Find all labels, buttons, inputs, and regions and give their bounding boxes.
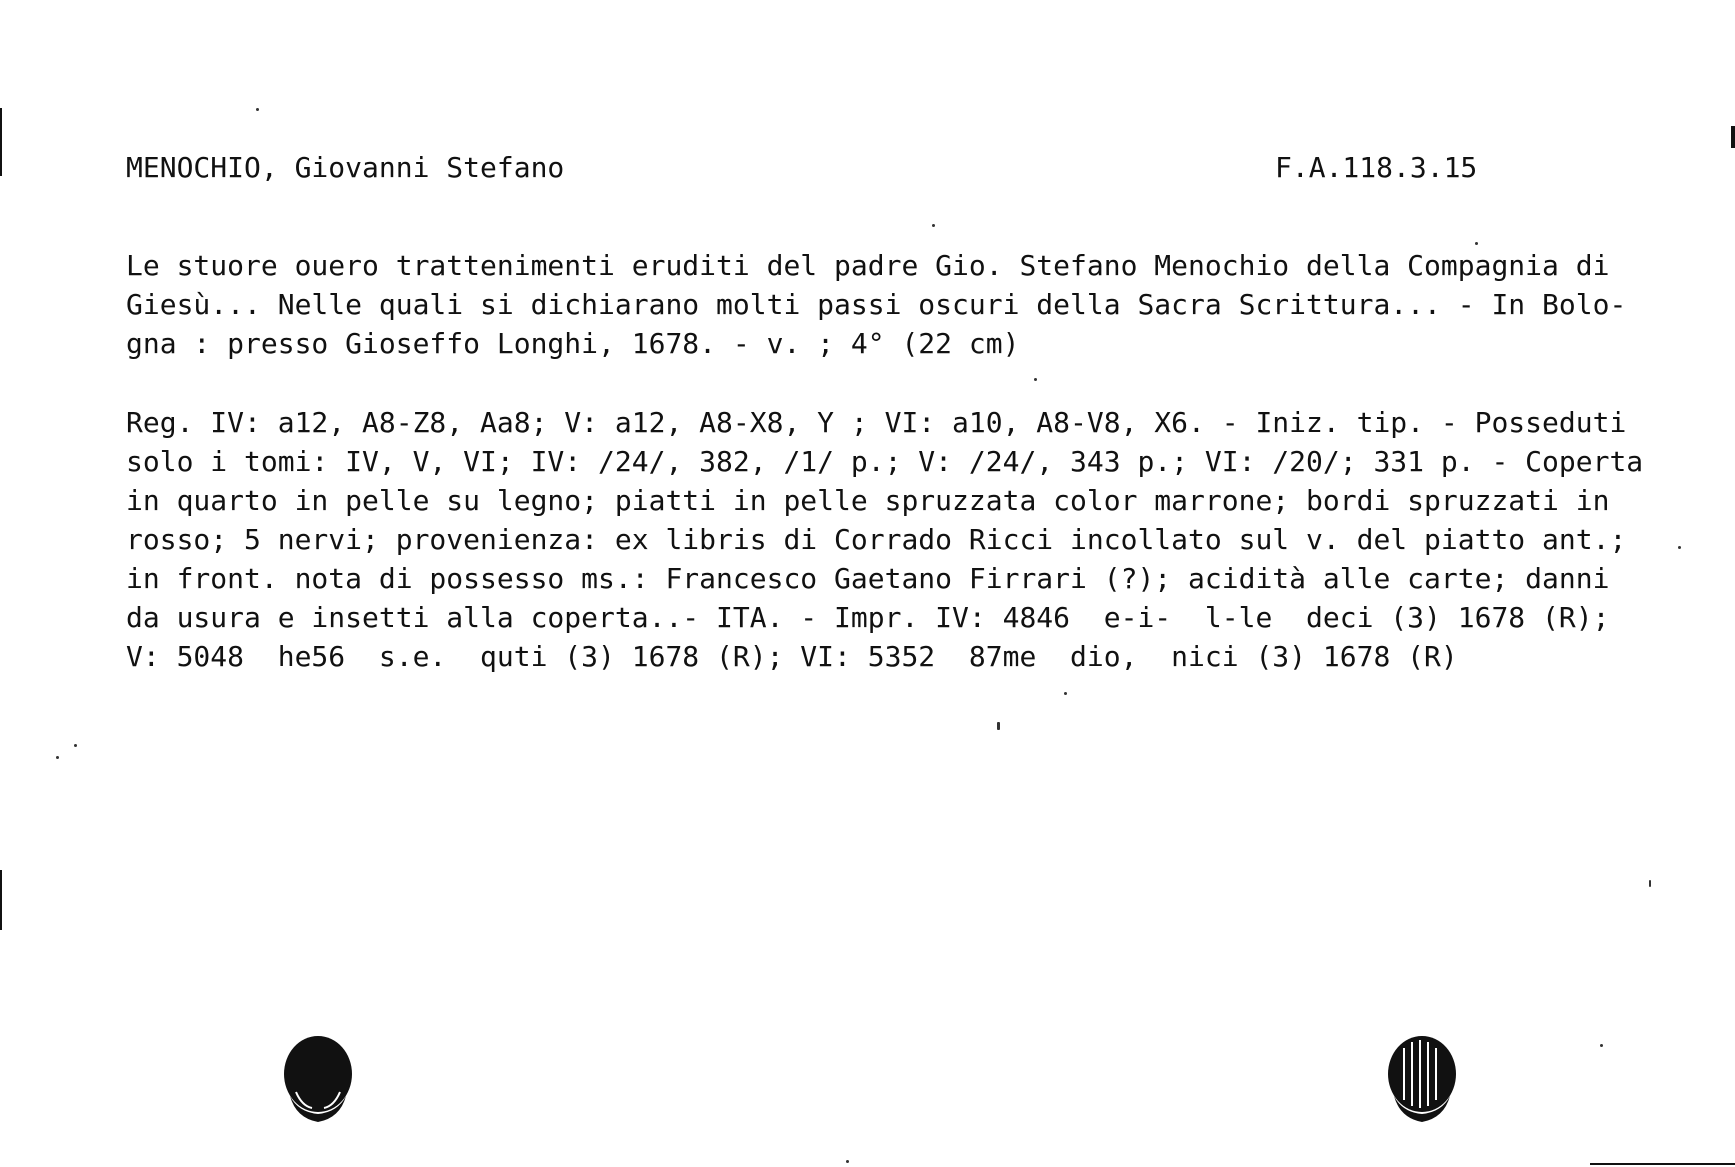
scan-edge-mark <box>0 108 2 176</box>
dust-speck <box>846 1160 849 1163</box>
dust-speck <box>74 744 77 747</box>
scan-edge-mark <box>0 870 2 930</box>
note-line: V: 5048 he56 s.e. quti (3) 1678 (R); VI: 5352 87me dio, nici (3) 1678 (R) <box>126 640 1458 673</box>
dust-speck <box>1064 692 1067 695</box>
punch-hole-icon <box>1386 1034 1458 1126</box>
dust-speck <box>1649 880 1651 887</box>
title-line: gna : presso Gioseffo Longhi, 1678. - v. ; 4° (22 cm) <box>126 327 1020 360</box>
note-line: in quarto in pelle su legno; piatti in pelle spruzzata color marrone; bordi spruzzati in <box>126 484 1610 517</box>
title-line: Giesù... Nelle quali si dichiarano molti passi oscuri della Sacra Scrittura... - In Bolo- <box>126 288 1627 321</box>
dust-speck <box>256 108 259 111</box>
title-description <box>126 246 1626 363</box>
dust-speck <box>1034 378 1037 381</box>
author-heading: MENOCHIO, Giovanni Stefano <box>126 151 565 184</box>
note-line: rosso; 5 nervi; provenienza: ex libris di Corrado Ricci incollato sul v. del piatto ant.; <box>126 523 1627 556</box>
scan-edge-mark <box>1731 126 1735 148</box>
scan-edge-mark <box>1590 1163 1735 1165</box>
note-line: Reg. IV: a12, A8-Z8, Aa8; V: a12, A8-X8, Y ; VI: a10, A8-V8, X6. - Iniz. tip. - Posseduti <box>126 406 1627 439</box>
bibliographic-notes <box>126 403 1644 676</box>
dust-speck <box>997 722 1000 730</box>
note-line: solo i tomi: IV, V, VI; IV: /24/, 382, /1/ p.; V: /24/, 343 p.; VI: /20/; 331 p. - Coperta <box>126 445 1644 478</box>
note-line: in front. nota di possesso ms.: Francesco Gaetano Firrari (?); acidità alle carte; danni <box>126 562 1610 595</box>
dust-speck <box>932 224 935 227</box>
dust-speck <box>1678 546 1681 549</box>
punch-hole-icon <box>282 1034 354 1126</box>
title-line: Le stuore ouero trattenimenti eruditi del padre Gio. Stefano Menochio della Compagnia di <box>126 249 1610 282</box>
shelfmark: F.A.118.3.15 <box>1275 151 1478 184</box>
note-line: da usura e insetti alla coperta..- ITA. - Impr. IV: 4846 e-i- l-le deci (3) 1678 (R); <box>126 601 1610 634</box>
dust-speck <box>1475 242 1478 245</box>
dust-speck <box>56 756 59 759</box>
dust-speck <box>1600 1044 1603 1047</box>
